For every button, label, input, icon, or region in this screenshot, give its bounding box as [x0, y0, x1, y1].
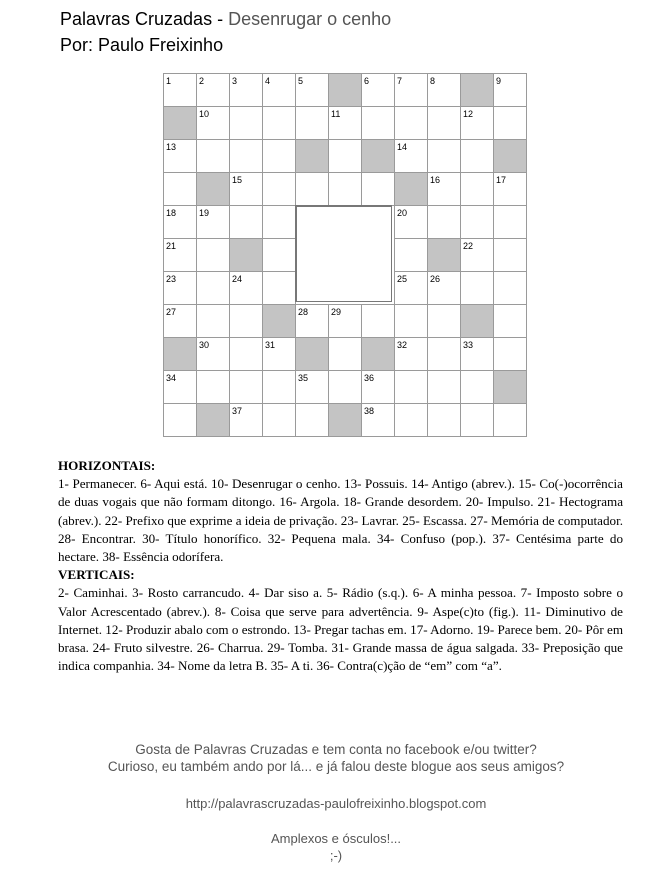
grid-cell[interactable] — [460, 139, 494, 173]
grid-cell[interactable] — [427, 337, 461, 371]
cell-number: 38 — [364, 406, 375, 416]
black-cell — [361, 337, 395, 371]
vertical-clues-heading: VERTICAIS: — [58, 567, 135, 583]
grid-cell[interactable] — [262, 106, 296, 140]
grid-cell[interactable] — [295, 172, 329, 206]
grid-cell[interactable] — [493, 73, 527, 107]
grid-cell[interactable] — [394, 139, 428, 173]
black-cell — [493, 370, 527, 404]
cell-number: 21 — [166, 241, 177, 251]
cell-number: 22 — [463, 241, 474, 251]
cell-number: 13 — [166, 142, 177, 152]
cell-number: 14 — [397, 142, 408, 152]
grid-cell[interactable] — [394, 73, 428, 107]
cell-number: 20 — [397, 208, 408, 218]
cell-number: 15 — [232, 175, 243, 185]
grid-cell[interactable] — [229, 370, 263, 404]
grid-cell[interactable] — [394, 370, 428, 404]
grid-cell[interactable] — [262, 73, 296, 107]
crossword-grid — [163, 73, 524, 434]
title-subtitle: Desenrugar o cenho — [228, 9, 392, 29]
grid-cell[interactable] — [427, 403, 461, 437]
grid-cell[interactable] — [163, 172, 197, 206]
grid-cell[interactable] — [196, 238, 230, 272]
grid-cell[interactable] — [427, 271, 461, 305]
clues-section — [58, 457, 623, 675]
grid-cell[interactable] — [361, 106, 395, 140]
grid-cell[interactable] — [163, 370, 197, 404]
grid-cell[interactable] — [229, 73, 263, 107]
puzzle-title — [60, 9, 391, 30]
grid-cell[interactable] — [460, 403, 494, 437]
grid-cell[interactable] — [229, 172, 263, 206]
grid-cell[interactable] — [427, 139, 461, 173]
black-cell — [163, 337, 197, 371]
horizontal-clues-text: 1- Permanecer. 6- Aqui está. 10- Desenrugar o cenho. 13- Possuis. 14- Antigo (abrev.). 15- Co(-)ocorrência de duas vogais que não formam ditongo. 16- Argola. 18- Grande desordem. 20- Impulso. 21- Hectograma (abrev.). 22- Prefixo que exprime a ideia de privação. 23- Lavrar. 25- Escassa. 27- Memória de computador. 28- Encontrar. 30- Título honorífico. 32- Pequena mala. 34- Confuso (pop.). 37- Centésima parte do hectare. 38- Essência odorífera. — [58, 476, 623, 565]
black-cell — [493, 139, 527, 173]
grid-cell[interactable] — [196, 106, 230, 140]
grid-cell[interactable] — [163, 73, 197, 107]
grid-cell[interactable] — [493, 337, 527, 371]
cell-number: 5 — [298, 76, 304, 86]
cell-number: 19 — [199, 208, 210, 218]
grid-cell[interactable] — [493, 271, 527, 305]
cell-number: 9 — [496, 76, 502, 86]
grid-cell[interactable] — [493, 403, 527, 437]
black-cell — [295, 337, 329, 371]
grid-cell[interactable] — [229, 139, 263, 173]
grid-cell[interactable] — [295, 370, 329, 404]
grid-cell[interactable] — [460, 172, 494, 206]
grid-cell[interactable] — [262, 403, 296, 437]
greeting-text: Amplexos e ósculos!... — [270, 831, 402, 846]
grid-cell[interactable] — [394, 337, 428, 371]
title-separator: - — [212, 9, 229, 29]
grid-cell[interactable] — [427, 172, 461, 206]
grid-cell[interactable] — [427, 370, 461, 404]
black-cell — [427, 238, 461, 272]
black-cell — [196, 172, 230, 206]
grid-cell[interactable] — [493, 304, 527, 338]
vertical-clues-text: 2- Caminhai. 3- Rosto carrancudo. 4- Dar siso a. 5- Rádio (s.q.). 6- A minha pessoa. 7- Imposto sobre o Valor Acrescentado (abrev.). 8- Coisa que serve para advertência. 9- Aspe(c)to (fig.). 11- Diminutivo de Internet. 12- Produzir abalo com o estrondo. 13- Pregar tachas em. 17- Adorno. 19- Parece bem. 20- Pôr em brasa. 24- Fruto silvestre. 26- Charrua. 29- Tomba. 31- Grande massa de água salgada. 33- Preposição que indica companhia. 34- Nome da letra B. 35- A ti. 36- Contra(c)ção de “em” com “a”. — [58, 585, 623, 674]
cell-number: 8 — [430, 76, 436, 86]
grid-cell[interactable] — [427, 73, 461, 107]
grid-cell[interactable] — [196, 337, 230, 371]
grid-cell[interactable] — [229, 304, 263, 338]
cell-number: 30 — [199, 340, 210, 350]
grid-cell[interactable] — [163, 403, 197, 437]
grid-cell[interactable] — [328, 106, 362, 140]
cell-number: 18 — [166, 208, 177, 218]
black-cell — [361, 139, 395, 173]
grid-cell[interactable] — [460, 205, 494, 239]
cell-number: 31 — [265, 340, 276, 350]
grid-cell[interactable] — [229, 337, 263, 371]
grid-cell[interactable] — [361, 403, 395, 437]
grid-cell[interactable] — [295, 106, 329, 140]
grid-cell[interactable] — [196, 205, 230, 239]
grid-cell[interactable] — [427, 304, 461, 338]
grid-cell[interactable] — [460, 106, 494, 140]
footer-greeting — [0, 830, 672, 864]
cell-number: 1 — [166, 76, 172, 86]
black-cell — [295, 139, 329, 173]
grid-cell[interactable] — [493, 172, 527, 206]
cell-number: 16 — [430, 175, 441, 185]
grid-cell[interactable] — [394, 106, 428, 140]
grid-cell[interactable] — [295, 73, 329, 107]
grid-cell[interactable] — [196, 304, 230, 338]
grid-cell[interactable] — [328, 172, 362, 206]
grid-cell[interactable] — [196, 370, 230, 404]
cell-number: 6 — [364, 76, 370, 86]
grid-cell[interactable] — [262, 370, 296, 404]
grid-cell[interactable] — [262, 271, 296, 305]
grid-cell[interactable] — [196, 73, 230, 107]
grid-cell[interactable] — [394, 304, 428, 338]
cell-number: 35 — [298, 373, 309, 383]
black-cell — [328, 73, 362, 107]
grid-cell[interactable] — [328, 139, 362, 173]
title-main: Palavras Cruzadas — [60, 9, 213, 29]
footer-line-2: Curioso, eu também ando por lá... e já falou deste blogue aos seus amigos? — [107, 759, 565, 774]
cell-number: 3 — [232, 76, 238, 86]
cell-number: 17 — [496, 175, 507, 185]
grid-cell[interactable] — [394, 238, 428, 272]
grid-cell[interactable] — [361, 304, 395, 338]
grid-cell[interactable] — [361, 172, 395, 206]
cell-number: 27 — [166, 307, 177, 317]
grid-cell[interactable] — [361, 73, 395, 107]
black-cell — [460, 304, 494, 338]
cell-number: 36 — [364, 373, 375, 383]
black-cell — [394, 172, 428, 206]
cell-number: 2 — [199, 76, 205, 86]
grid-cell[interactable] — [262, 238, 296, 272]
grid-cell[interactable] — [262, 139, 296, 173]
black-cell — [196, 403, 230, 437]
grid-cell[interactable] — [328, 304, 362, 338]
grid-cell[interactable] — [229, 271, 263, 305]
grid-cell[interactable] — [163, 205, 197, 239]
grid-cell[interactable] — [262, 205, 296, 239]
grid-cell[interactable] — [163, 238, 197, 272]
cell-number: 34 — [166, 373, 177, 383]
puzzle-author: Por: Paulo Freixinho — [60, 35, 224, 55]
cell-number: 11 — [331, 109, 341, 119]
cell-number: 33 — [463, 340, 474, 350]
grid-cell[interactable] — [493, 106, 527, 140]
grid-cell[interactable] — [262, 172, 296, 206]
cell-number: 32 — [397, 340, 408, 350]
grid-cell[interactable] — [163, 271, 197, 305]
grid-cell[interactable] — [163, 139, 197, 173]
cell-number: 24 — [232, 274, 243, 284]
black-cell — [163, 106, 197, 140]
cell-number: 10 — [199, 109, 210, 119]
cell-number: 37 — [232, 406, 243, 416]
grid-cell[interactable] — [361, 370, 395, 404]
black-cell — [262, 304, 296, 338]
center-blank-box — [295, 205, 392, 302]
cell-number: 28 — [298, 307, 309, 317]
black-cell — [328, 403, 362, 437]
cell-number: 7 — [397, 76, 403, 86]
grid-cell[interactable] — [460, 337, 494, 371]
grid-cell[interactable] — [460, 271, 494, 305]
cell-number: 26 — [430, 274, 441, 284]
grid-cell[interactable] — [229, 403, 263, 437]
grid-cell[interactable] — [493, 205, 527, 239]
black-cell — [460, 73, 494, 107]
grid-cell[interactable] — [394, 403, 428, 437]
cell-number: 25 — [397, 274, 408, 284]
grid-cell[interactable] — [427, 106, 461, 140]
grid-cell[interactable] — [493, 238, 527, 272]
grid-cell[interactable] — [295, 304, 329, 338]
grid-cell[interactable] — [229, 205, 263, 239]
grid-cell[interactable] — [163, 304, 197, 338]
black-cell — [229, 238, 263, 272]
cell-number: 12 — [463, 109, 474, 119]
grid-cell[interactable] — [394, 205, 428, 239]
horizontal-clues-heading: HORIZONTAIS: — [58, 458, 156, 473]
grid-cell[interactable] — [196, 271, 230, 305]
grid-cell[interactable] — [328, 337, 362, 371]
footer-invitation — [0, 741, 672, 775]
grid-cell[interactable] — [460, 238, 494, 272]
grid-cell[interactable] — [460, 370, 494, 404]
cell-number: 29 — [331, 307, 342, 317]
grid-cell[interactable] — [295, 403, 329, 437]
smiley-text: ;-) — [329, 848, 343, 863]
grid-cell[interactable] — [196, 139, 230, 173]
blog-url-link[interactable]: http://palavrascruzadas-paulofreixinho.blogspot.com — [185, 796, 487, 811]
grid-cell[interactable] — [427, 205, 461, 239]
footer-line-1: Gosta de Palavras Cruzadas e tem conta no facebook e/ou twitter? — [135, 742, 537, 757]
grid-cell[interactable] — [394, 271, 428, 305]
grid-cell[interactable] — [328, 370, 362, 404]
grid-cell[interactable] — [262, 337, 296, 371]
cell-number: 4 — [265, 76, 271, 86]
cell-number: 23 — [166, 274, 177, 284]
grid-cell[interactable] — [229, 106, 263, 140]
